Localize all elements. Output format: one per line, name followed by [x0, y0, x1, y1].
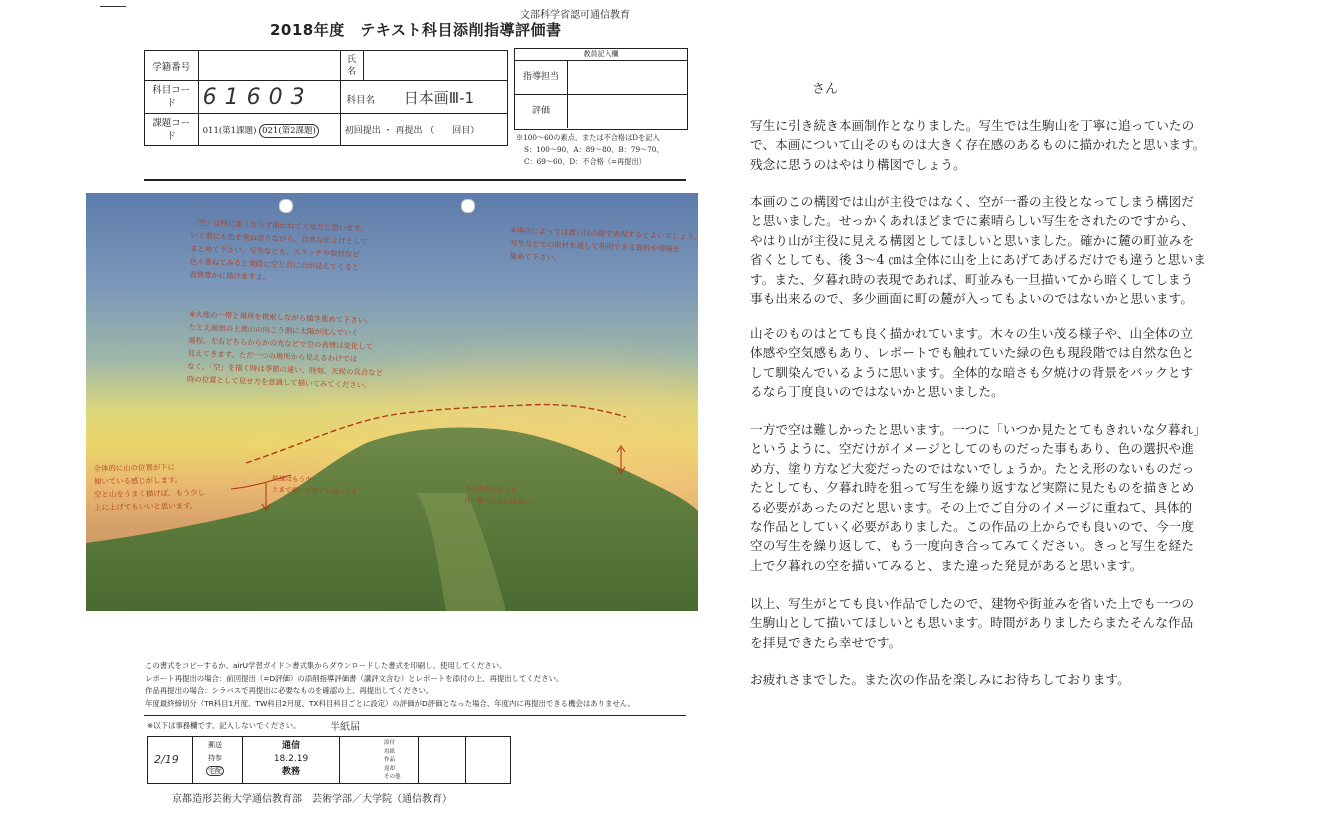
letter-line: 残念に思うのはやはり構図でしょう。 [750, 156, 966, 172]
submission-status: 初回提出 ・ 再提出 （ 回目） [340, 114, 507, 146]
punch-hole [461, 199, 475, 213]
letter-line: というように、空だけがイメージとしてのものだった事もあり、色の選択や進 [750, 441, 1194, 457]
delivery-option-circled: 宅配 [208, 767, 222, 775]
office-date-cell [148, 737, 193, 783]
form-title: 2018年度 テキスト科目添削指導評価書 [270, 21, 562, 39]
instruction-line: この書式をコピーするか、airU学習ガイド＞書式集からダウンロードした書式を印刷し、使用してください。 [145, 661, 507, 670]
office-blank-cell [464, 737, 510, 783]
instructor-label: 指導担当 [515, 60, 568, 94]
letter-line: 以上、写生がとても良い作品でしたので、建物や街並みを省いた上でも一つの [750, 596, 1195, 611]
letter-line: る必要があったのだと思います。その上でご自分のイメージに重ねて、具体的 [750, 499, 1193, 515]
letter-paragraph [750, 420, 1210, 575]
annotation-sky-comment: 「空」は特に重くならず描かれて大変だと思います。 いく重にも色を重ね塗りながら、自然な仕上げとして まとめて下さい。写生なども、スケッチや取材など 色々重ねてみると実際に空と共に山が見えてくると 表情豊かに描けますよ。 [188, 217, 368, 282]
annotation-composition-comment: 全体的に山の位置が下に 傾いている感じがします。 空と山をうまく描けば、もう少し 上に上げてもいいと思います。 [93, 462, 206, 512]
subject-name-cell [340, 81, 507, 114]
stamp-top: 通信 [281, 741, 300, 751]
annotation-ridge-comment: 稜線はもう少し 上まで描いて見ても良いです [271, 474, 358, 497]
assignment-option-1: 011(第1課題) [202, 125, 257, 136]
letter-line: 写生に引き続き本画制作となりました。写生では生駒山を丁寧に追っていたの [750, 118, 1195, 133]
teacher-box-title: 教員記入欄 [515, 49, 687, 61]
letter-line: 上で夕暮れの空を描いてみると、また違った発見があると思います。 [750, 557, 1143, 573]
check-item: その他 [384, 774, 401, 780]
instruction-line: 年度最終締切分（TR科目1月度、TW科目2月度、TX科目科目ごとに設定）の評価がD評価となった場合、年度内に再提出できる機会はありません。 [145, 698, 636, 708]
scale-line: S：100～90、A：89～80、B：79～70、 [524, 145, 664, 154]
letter-paragraph [750, 670, 1210, 689]
delivery-option: 郵送 [208, 741, 222, 749]
annotation-expression-comment: この表現がもっと 良い感じになれば良い [463, 484, 530, 507]
letter-line: 省くとしても、後 3～4 ㎝は全体に山を上にあげてあげるだけでも違うと思いま [750, 252, 1207, 268]
check-item: 作品 [384, 757, 396, 763]
student-id-label: 学籍番号 [145, 51, 199, 81]
annotation-reference-comment: ※場合によっては濃い目の線で表現するとよいでしょう。 写生などでの取材を通して利用できる資料や情報を 集めて下さい。 [509, 225, 702, 263]
office-date: 2/19 [154, 753, 179, 766]
feedback-letter [712, 0, 1320, 816]
letter-line: るなら丁度良いのではないかと思いました。 [750, 384, 1004, 400]
instructor-row [515, 60, 687, 95]
receipt-stamp-cell [242, 737, 340, 783]
punch-hole [279, 199, 293, 213]
letter-line: 事も出来るので、多少画面に町の麓が入ってもよいのではないかと思います。 [750, 291, 1194, 307]
check-item: 用紙 [384, 748, 396, 755]
check-item: 添付 [384, 740, 396, 746]
stamp-bottom: 教務 [281, 767, 300, 777]
student-id-field [198, 51, 340, 81]
letter-paragraph [750, 116, 1210, 174]
subject-name-label: 科目名 [346, 94, 375, 106]
instruction-line: 作品再提出の場合：シラバスで再提出に必要なものを確認の上、再提出してください。 [145, 686, 434, 695]
check-item: 返却 [384, 765, 396, 772]
letter-line: 生駒山として描いてほしいとも思います。時間がありましたらまたそんな作品 [750, 615, 1194, 631]
teacher-entry-box [514, 48, 688, 130]
letter-line: す。また、夕暮れ時の表現であれば、町並みも一旦描いてから暗くしてしまう [750, 271, 1194, 287]
corner-mark [100, 6, 126, 7]
scale-line: C：69～60、D：不合格（=再提出） [524, 157, 646, 166]
office-check-cell [418, 737, 466, 783]
letter-line: と思いました。せっかくあれほどまでに素晴らしい写生をされたのですから、 [750, 213, 1195, 229]
letter-paragraph [750, 594, 1210, 652]
letter-line: たとしても、夕暮れ時を狙って写生を繰り返すなど実際に見たものを描きとめ [750, 480, 1195, 496]
letter-line: やはり山が主役に見える構図としてほしいと思いました。確かに麓の町並みを [750, 232, 1195, 248]
letter-line: で、本画について山そのものは大きく存在感のあるものに描かれたと思います。 [750, 137, 1206, 153]
letter-line: 一方で空は難しかったと思います。一つに「いつか見たとてもきれいな夕暮れ」 [750, 422, 1206, 437]
form-instructions [145, 660, 705, 710]
scale-line: ※100～60の素点、または不合格はDを記入 [516, 133, 660, 142]
letter-paragraph [750, 324, 1210, 402]
assignment-option-2-circled: 021(第2課題) [259, 124, 319, 138]
letter-line: して馴染んでいるように思います。全体的な暗さも夕焼けの背景をバックとす [750, 364, 1194, 380]
letter-line: な作品としていく必要がありました。この作品の上からでも良いので、今一度 [750, 519, 1194, 535]
letter-line: を拝見できたら幸せです。 [750, 634, 902, 650]
letter-line: 山そのものはとても良く描かれています。木々の生い茂る様子や、山全体の立 [750, 326, 1194, 341]
office-use-note: ※以下は事務欄です。記入しないでください。 [147, 721, 301, 730]
stamp-date: 18.2.19 [273, 754, 309, 764]
delivery-option: 持参 [208, 754, 222, 762]
divider [144, 179, 686, 181]
handwritten-note: 半紙届 [330, 722, 360, 733]
subject-code-label: 科目コード [145, 81, 199, 114]
name-label: 氏名 [340, 51, 363, 81]
instruction-line: レポート再提出の場合：前回提出（=D評価）の添削指導評価書（講評文含む）とレポートを添付の上、再提出してください。 [145, 673, 564, 683]
letter-line: め方、塗り方など大変だったのではないでしょうか。たとえ形のないものだっ [750, 460, 1195, 476]
ministry-approval-text: 文部科学省認可通信教育 [520, 10, 630, 21]
annotation-position-comment: ※大地の一帯と場所を模索しながら描き進めて下さい。 たとえ画面の上奥山の向こう側に太陽が沈んでいく 過程、左右どちらからかの光などで空の表情は変化して 見えてきます。ただ一つの場所から見えるわけでは なく、「空」を描く時は季節の違い、時刻、天候の具合など 時の位置として見せ方を意識して描いてみてください。 [186, 309, 384, 391]
divider [144, 715, 686, 716]
name-field [363, 51, 507, 81]
subject-name-value: 日本画Ⅲ-1 [403, 88, 475, 107]
delivery-options [194, 739, 242, 778]
office-use-table [147, 736, 511, 784]
painting-image [86, 193, 702, 611]
grade-row [515, 94, 687, 128]
letter-salutation: さん [812, 82, 839, 97]
letter-paragraph [750, 192, 1210, 308]
grading-scale-note [516, 132, 706, 168]
receipt-stamp [251, 740, 331, 780]
subject-code-value: 61603 [198, 81, 340, 114]
letter-line: お疲れさまでした。また次の作品を楽しみにお待ちしております。 [750, 672, 1130, 687]
school-name-footer: 京都造形芸術大学通信教育部 芸術学部／大学院（通信教育） [172, 794, 452, 805]
check-items [384, 739, 416, 782]
office-blank-cell [338, 737, 382, 783]
letter-line: 体感や空気感もあり、レポートでも触れていた緑の色も現段階では自然な色と [750, 345, 1195, 361]
student-info-table [144, 50, 508, 146]
assignment-code-label: 課題コード [145, 114, 199, 146]
assignment-options [198, 114, 340, 146]
letter-line: 空の写生を繰り返して、もう一度向き合ってみてください。きっと写生を経た [750, 538, 1195, 554]
grade-label: 評価 [515, 94, 568, 128]
letter-line: 本画のこの構図では山が主役ではなく、空が一番の主役となってしまう構図だ [750, 194, 1195, 209]
